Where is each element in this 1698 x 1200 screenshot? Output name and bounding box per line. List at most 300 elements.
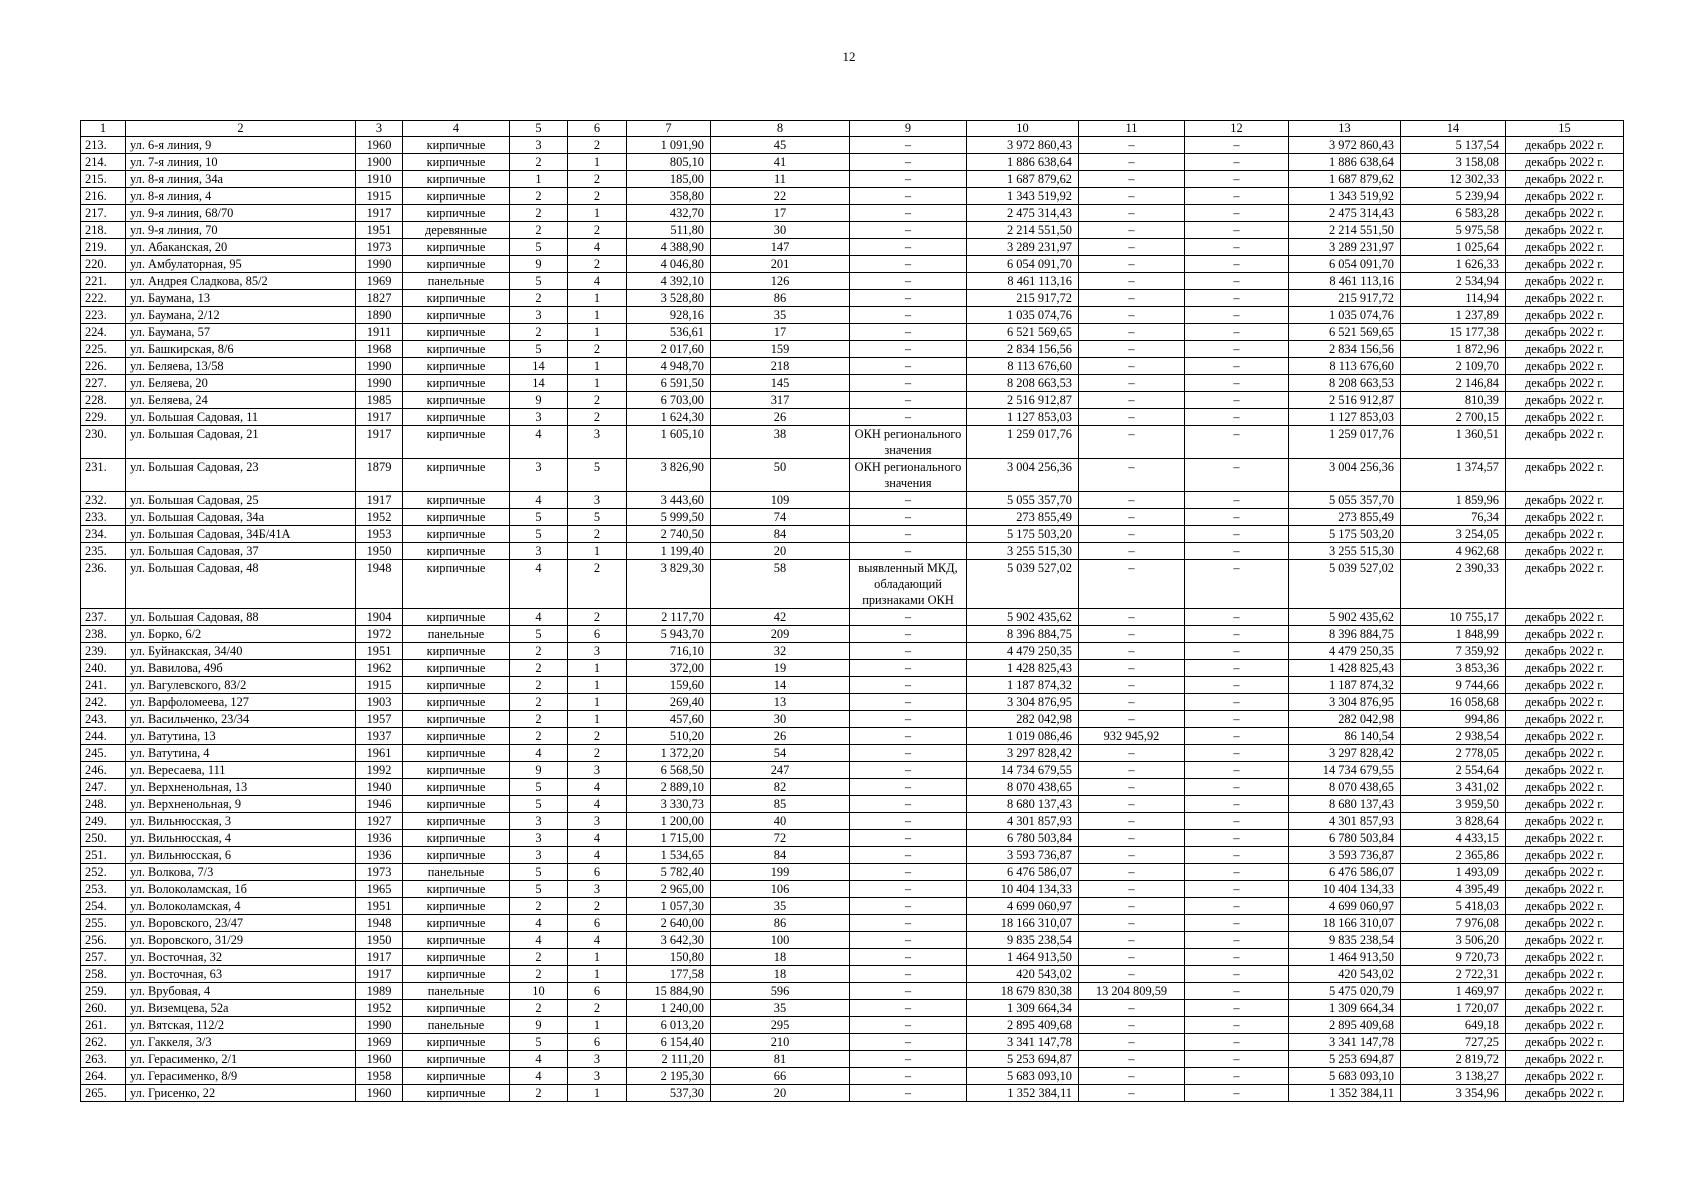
area-cell: 3 829,30: [627, 560, 711, 609]
deadline-cell: декабрь 2022 г.: [1506, 171, 1624, 188]
floors-cell: 14: [510, 358, 568, 375]
area-cell: 2 111,20: [627, 1051, 711, 1068]
col11-cell: –: [1079, 864, 1185, 881]
floors-cell: 2: [510, 1000, 568, 1017]
row-number-cell: 249.: [81, 813, 126, 830]
year-cell: 1973: [356, 239, 403, 256]
address-cell: ул. Ватутина, 4: [126, 745, 356, 762]
residents-cell: 19: [711, 660, 850, 677]
floors-cell: 4: [510, 492, 568, 509]
entrances-cell: 3: [568, 492, 627, 509]
row-number-cell: 217.: [81, 205, 126, 222]
col11-cell: –: [1079, 154, 1185, 171]
total-cost-cell: 273 855,49: [967, 509, 1079, 526]
heritage-status-cell: –: [850, 881, 967, 898]
residents-cell: 26: [711, 409, 850, 426]
wall-material-cell: кирпичные: [403, 171, 510, 188]
area-cell: 1 199,40: [627, 543, 711, 560]
deadline-cell: декабрь 2022 г.: [1506, 932, 1624, 949]
address-cell: ул. Большая Садовая, 88: [126, 609, 356, 626]
address-cell: ул. Вильнюсская, 6: [126, 847, 356, 864]
area-cell: 1 200,00: [627, 813, 711, 830]
floors-cell: 5: [510, 273, 568, 290]
col14-cell: 1 237,89: [1401, 307, 1506, 324]
address-cell: ул. Баумана, 57: [126, 324, 356, 341]
area-cell: 2 740,50: [627, 526, 711, 543]
col11-cell: –: [1079, 694, 1185, 711]
address-cell: ул. Вильнюсская, 3: [126, 813, 356, 830]
col12-cell: –: [1185, 847, 1289, 864]
floors-cell: 3: [510, 307, 568, 324]
row-number-cell: 245.: [81, 745, 126, 762]
area-cell: 511,80: [627, 222, 711, 239]
total-cost-cell: 1 035 074,76: [967, 307, 1079, 324]
total-cost-cell: 1 309 664,34: [967, 1000, 1079, 1017]
deadline-cell: декабрь 2022 г.: [1506, 915, 1624, 932]
deadline-cell: декабрь 2022 г.: [1506, 1017, 1624, 1034]
total-cost-cell: 1 428 825,43: [967, 660, 1079, 677]
table-row: [81, 509, 1624, 526]
residents-cell: 86: [711, 915, 850, 932]
area-cell: 2 640,00: [627, 915, 711, 932]
heritage-status-cell: –: [850, 847, 967, 864]
col12-cell: –: [1185, 779, 1289, 796]
col12-cell: –: [1185, 375, 1289, 392]
row-number-cell: 240.: [81, 660, 126, 677]
area-cell: 1 605,10: [627, 426, 711, 459]
col12-cell: –: [1185, 728, 1289, 745]
row-number-cell: 234.: [81, 526, 126, 543]
col11-cell: 13 204 809,59: [1079, 983, 1185, 1000]
entrances-cell: 2: [568, 898, 627, 915]
table-row: [81, 694, 1624, 711]
col12-cell: –: [1185, 341, 1289, 358]
table-row: [81, 677, 1624, 694]
area-cell: 5 999,50: [627, 509, 711, 526]
heritage-status-cell: –: [850, 307, 967, 324]
address-cell: ул. Гаккеля, 3/3: [126, 1034, 356, 1051]
entrances-cell: 1: [568, 375, 627, 392]
address-cell: ул. 7-я линия, 10: [126, 154, 356, 171]
residents-cell: 32: [711, 643, 850, 660]
wall-material-cell: панельные: [403, 864, 510, 881]
col14-cell: 3 828,64: [1401, 813, 1506, 830]
heritage-status-cell: –: [850, 1068, 967, 1085]
area-cell: 3 642,30: [627, 932, 711, 949]
col12-cell: –: [1185, 711, 1289, 728]
entrances-cell: 4: [568, 779, 627, 796]
total-cost-cell: 5 039 527,02: [967, 560, 1079, 609]
total-cost-cell: 9 835 238,54: [967, 932, 1079, 949]
floors-cell: 9: [510, 762, 568, 779]
address-cell: ул. Верхненольная, 13: [126, 779, 356, 796]
year-cell: 1937: [356, 728, 403, 745]
total-cost-cell: 4 699 060,97: [967, 898, 1079, 915]
residents-cell: 74: [711, 509, 850, 526]
entrances-cell: 2: [568, 526, 627, 543]
row-number-cell: 225.: [81, 341, 126, 358]
area-cell: 15 884,90: [627, 983, 711, 1000]
residents-cell: 147: [711, 239, 850, 256]
deadline-cell: декабрь 2022 г.: [1506, 222, 1624, 239]
total-cost-cell: 5 175 503,20: [967, 526, 1079, 543]
col11-cell: –: [1079, 1000, 1185, 1017]
col12-cell: –: [1185, 830, 1289, 847]
col11-cell: –: [1079, 205, 1185, 222]
col12-cell: –: [1185, 273, 1289, 290]
col11-cell: –: [1079, 813, 1185, 830]
floors-cell: 4: [510, 609, 568, 626]
col14-cell: 2 534,94: [1401, 273, 1506, 290]
floors-cell: 5: [510, 1034, 568, 1051]
total-cost-cell: 3 289 231,97: [967, 239, 1079, 256]
wall-material-cell: кирпичные: [403, 358, 510, 375]
table-row: [81, 796, 1624, 813]
deadline-cell: декабрь 2022 г.: [1506, 864, 1624, 881]
col13-cell: 273 855,49: [1289, 509, 1401, 526]
floors-cell: 3: [510, 847, 568, 864]
col12-cell: –: [1185, 1085, 1289, 1102]
residents-cell: 81: [711, 1051, 850, 1068]
address-cell: ул. Вавилова, 49б: [126, 660, 356, 677]
wall-material-cell: кирпичные: [403, 881, 510, 898]
col13-cell: 6 780 503,84: [1289, 830, 1401, 847]
table-row: [81, 341, 1624, 358]
wall-material-cell: кирпичные: [403, 1034, 510, 1051]
residents-cell: 13: [711, 694, 850, 711]
year-cell: 1972: [356, 626, 403, 643]
col12-cell: –: [1185, 560, 1289, 609]
col12-cell: –: [1185, 137, 1289, 154]
col12-cell: –: [1185, 694, 1289, 711]
area-cell: 5 782,40: [627, 864, 711, 881]
floors-cell: 9: [510, 1017, 568, 1034]
area-cell: 6 154,40: [627, 1034, 711, 1051]
col14-cell: 2 722,31: [1401, 966, 1506, 983]
col11-cell: –: [1079, 509, 1185, 526]
entrances-cell: 1: [568, 154, 627, 171]
residents-cell: 14: [711, 677, 850, 694]
wall-material-cell: кирпичные: [403, 643, 510, 660]
row-number-cell: 235.: [81, 543, 126, 560]
floors-cell: 3: [510, 137, 568, 154]
row-number-cell: 257.: [81, 949, 126, 966]
year-cell: 1952: [356, 509, 403, 526]
floors-cell: 1: [510, 171, 568, 188]
total-cost-cell: 8 070 438,65: [967, 779, 1079, 796]
row-number-cell: 258.: [81, 966, 126, 983]
address-cell: ул. Большая Садовая, 21: [126, 426, 356, 459]
row-number-cell: 227.: [81, 375, 126, 392]
wall-material-cell: кирпичные: [403, 1085, 510, 1102]
area-cell: 5 943,70: [627, 626, 711, 643]
floors-cell: 2: [510, 677, 568, 694]
entrances-cell: 3: [568, 1068, 627, 1085]
address-cell: ул. Восточная, 32: [126, 949, 356, 966]
area-cell: 4 392,10: [627, 273, 711, 290]
address-cell: ул. Волоколамская, 4: [126, 898, 356, 915]
deadline-cell: декабрь 2022 г.: [1506, 509, 1624, 526]
row-number-cell: 262.: [81, 1034, 126, 1051]
area-cell: 3 443,60: [627, 492, 711, 509]
area-cell: 1 624,30: [627, 409, 711, 426]
year-cell: 1969: [356, 1034, 403, 1051]
row-number-cell: 223.: [81, 307, 126, 324]
residents-cell: 40: [711, 813, 850, 830]
area-cell: 1 240,00: [627, 1000, 711, 1017]
year-cell: 1951: [356, 643, 403, 660]
wall-material-cell: кирпичные: [403, 1000, 510, 1017]
address-cell: ул. Беляева, 13/58: [126, 358, 356, 375]
col13-cell: 6 054 091,70: [1289, 256, 1401, 273]
total-cost-cell: 2 895 409,68: [967, 1017, 1079, 1034]
table-row: [81, 864, 1624, 881]
wall-material-cell: кирпичные: [403, 779, 510, 796]
table-body: [81, 137, 1624, 1102]
residents-cell: 35: [711, 307, 850, 324]
area-cell: 1 715,00: [627, 830, 711, 847]
row-number-cell: 233.: [81, 509, 126, 526]
table-row: [81, 1068, 1624, 1085]
heritage-status-cell: –: [850, 643, 967, 660]
col14-cell: 7 976,08: [1401, 915, 1506, 932]
residents-cell: 18: [711, 966, 850, 983]
deadline-cell: декабрь 2022 г.: [1506, 830, 1624, 847]
col14-cell: 4 433,15: [1401, 830, 1506, 847]
col13-cell: 1 259 017,76: [1289, 426, 1401, 459]
heritage-status-cell: –: [850, 1000, 967, 1017]
total-cost-cell: 3 297 828,42: [967, 745, 1079, 762]
deadline-cell: декабрь 2022 г.: [1506, 677, 1624, 694]
total-cost-cell: 8 461 113,16: [967, 273, 1079, 290]
table-row: [81, 898, 1624, 915]
area-cell: 2 117,70: [627, 609, 711, 626]
entrances-cell: 1: [568, 1017, 627, 1034]
table-row: [81, 847, 1624, 864]
row-number-cell: 244.: [81, 728, 126, 745]
col13-cell: 1 343 519,92: [1289, 188, 1401, 205]
row-number-cell: 213.: [81, 137, 126, 154]
table-row: [81, 188, 1624, 205]
col14-cell: 1 374,57: [1401, 459, 1506, 492]
col12-cell: –: [1185, 492, 1289, 509]
col12-cell: –: [1185, 222, 1289, 239]
col14-cell: 2 390,33: [1401, 560, 1506, 609]
column-number-cell: 1: [81, 121, 126, 137]
address-cell: ул. Беляева, 20: [126, 375, 356, 392]
entrances-cell: 1: [568, 358, 627, 375]
heritage-status-cell: –: [850, 1085, 967, 1102]
year-cell: 1953: [356, 526, 403, 543]
residents-cell: 11: [711, 171, 850, 188]
deadline-cell: декабрь 2022 г.: [1506, 898, 1624, 915]
area-cell: 6 568,50: [627, 762, 711, 779]
col12-cell: –: [1185, 459, 1289, 492]
deadline-cell: декабрь 2022 г.: [1506, 1000, 1624, 1017]
col12-cell: –: [1185, 609, 1289, 626]
area-cell: 1 534,65: [627, 847, 711, 864]
col14-cell: 1 025,64: [1401, 239, 1506, 256]
area-cell: 177,58: [627, 966, 711, 983]
year-cell: 1985: [356, 392, 403, 409]
residents-cell: 26: [711, 728, 850, 745]
year-cell: 1990: [356, 1017, 403, 1034]
residents-cell: 42: [711, 609, 850, 626]
address-cell: ул. Верхненольная, 9: [126, 796, 356, 813]
col11-cell: 932 945,92: [1079, 728, 1185, 745]
table-row: [81, 711, 1624, 728]
year-cell: 1904: [356, 609, 403, 626]
deadline-cell: декабрь 2022 г.: [1506, 358, 1624, 375]
table-row: [81, 1017, 1624, 1034]
wall-material-cell: кирпичные: [403, 188, 510, 205]
residents-cell: 58: [711, 560, 850, 609]
area-cell: 150,80: [627, 949, 711, 966]
table-row: [81, 1000, 1624, 1017]
deadline-cell: декабрь 2022 г.: [1506, 392, 1624, 409]
entrances-cell: 5: [568, 509, 627, 526]
area-cell: 2 889,10: [627, 779, 711, 796]
wall-material-cell: кирпичные: [403, 609, 510, 626]
residents-cell: 199: [711, 864, 850, 881]
residents-cell: 218: [711, 358, 850, 375]
col14-cell: 3 254,05: [1401, 526, 1506, 543]
col11-cell: –: [1079, 762, 1185, 779]
floors-cell: 5: [510, 864, 568, 881]
floors-cell: 4: [510, 426, 568, 459]
deadline-cell: декабрь 2022 г.: [1506, 375, 1624, 392]
column-number-cell: 4: [403, 121, 510, 137]
entrances-cell: 1: [568, 324, 627, 341]
col13-cell: 1 428 825,43: [1289, 660, 1401, 677]
column-number-cell: 11: [1079, 121, 1185, 137]
total-cost-cell: 18 679 830,38: [967, 983, 1079, 1000]
col12-cell: –: [1185, 526, 1289, 543]
column-number-cell: 6: [568, 121, 627, 137]
residents-cell: 18: [711, 949, 850, 966]
entrances-cell: 3: [568, 762, 627, 779]
deadline-cell: декабрь 2022 г.: [1506, 560, 1624, 609]
deadline-cell: декабрь 2022 г.: [1506, 324, 1624, 341]
area-cell: 928,16: [627, 307, 711, 324]
col14-cell: 3 853,36: [1401, 660, 1506, 677]
col12-cell: –: [1185, 307, 1289, 324]
table-row: [81, 392, 1624, 409]
table-row: [81, 1051, 1624, 1068]
col14-cell: 1 360,51: [1401, 426, 1506, 459]
wall-material-cell: кирпичные: [403, 1051, 510, 1068]
wall-material-cell: кирпичные: [403, 966, 510, 983]
row-number-cell: 252.: [81, 864, 126, 881]
col13-cell: 420 543,02: [1289, 966, 1401, 983]
heritage-status-cell: –: [850, 543, 967, 560]
address-cell: ул. 8-я линия, 4: [126, 188, 356, 205]
row-number-cell: 236.: [81, 560, 126, 609]
col11-cell: –: [1079, 915, 1185, 932]
entrances-cell: 3: [568, 881, 627, 898]
entrances-cell: 6: [568, 915, 627, 932]
year-cell: 1960: [356, 137, 403, 154]
residents-cell: 17: [711, 324, 850, 341]
table-row: [81, 256, 1624, 273]
col14-cell: 5 975,58: [1401, 222, 1506, 239]
col12-cell: –: [1185, 864, 1289, 881]
col12-cell: –: [1185, 409, 1289, 426]
row-number-cell: 242.: [81, 694, 126, 711]
table-row: [81, 560, 1624, 609]
address-cell: ул. Виземцева, 52а: [126, 1000, 356, 1017]
housing-register-table: [80, 120, 1624, 1102]
address-cell: ул. Амбулаторная, 95: [126, 256, 356, 273]
year-cell: 1990: [356, 256, 403, 273]
floors-cell: 4: [510, 1068, 568, 1085]
heritage-status-cell: –: [850, 711, 967, 728]
floors-cell: 4: [510, 745, 568, 762]
area-cell: 6 591,50: [627, 375, 711, 392]
address-cell: ул. Большая Садовая, 48: [126, 560, 356, 609]
year-cell: 1962: [356, 660, 403, 677]
address-cell: ул. Большая Садовая, 23: [126, 459, 356, 492]
wall-material-cell: кирпичные: [403, 509, 510, 526]
col12-cell: –: [1185, 1000, 1289, 1017]
col12-cell: –: [1185, 1034, 1289, 1051]
deadline-cell: декабрь 2022 г.: [1506, 762, 1624, 779]
wall-material-cell: кирпичные: [403, 205, 510, 222]
col14-cell: 3 959,50: [1401, 796, 1506, 813]
column-number-cell: 8: [711, 121, 850, 137]
total-cost-cell: 3 341 147,78: [967, 1034, 1079, 1051]
row-number-cell: 260.: [81, 1000, 126, 1017]
col13-cell: 1 187 874,32: [1289, 677, 1401, 694]
col11-cell: –: [1079, 392, 1185, 409]
col14-cell: 3 138,27: [1401, 1068, 1506, 1085]
col12-cell: –: [1185, 358, 1289, 375]
floors-cell: 5: [510, 881, 568, 898]
col12-cell: –: [1185, 643, 1289, 660]
residents-cell: 30: [711, 711, 850, 728]
col14-cell: 1 720,07: [1401, 1000, 1506, 1017]
heritage-status-cell: –: [850, 154, 967, 171]
address-cell: ул. Вересаева, 111: [126, 762, 356, 779]
area-cell: 537,30: [627, 1085, 711, 1102]
area-cell: 2 195,30: [627, 1068, 711, 1085]
table-row: [81, 459, 1624, 492]
residents-cell: 317: [711, 392, 850, 409]
deadline-cell: декабрь 2022 г.: [1506, 273, 1624, 290]
year-cell: 1917: [356, 492, 403, 509]
table-row: [81, 543, 1624, 560]
wall-material-cell: кирпичные: [403, 932, 510, 949]
deadline-cell: декабрь 2022 г.: [1506, 256, 1624, 273]
heritage-status-cell: –: [850, 1017, 967, 1034]
wall-material-cell: кирпичные: [403, 307, 510, 324]
total-cost-cell: 6 054 091,70: [967, 256, 1079, 273]
entrances-cell: 6: [568, 983, 627, 1000]
residents-cell: 100: [711, 932, 850, 949]
address-cell: ул. Баумана, 13: [126, 290, 356, 307]
year-cell: 1958: [356, 1068, 403, 1085]
table-row: [81, 609, 1624, 626]
area-cell: 358,80: [627, 188, 711, 205]
total-cost-cell: 8 208 663,53: [967, 375, 1079, 392]
total-cost-cell: 10 404 134,33: [967, 881, 1079, 898]
heritage-status-cell: –: [850, 205, 967, 222]
year-cell: 1879: [356, 459, 403, 492]
col14-cell: 15 177,38: [1401, 324, 1506, 341]
deadline-cell: декабрь 2022 г.: [1506, 1051, 1624, 1068]
residents-cell: 22: [711, 188, 850, 205]
wall-material-cell: кирпичные: [403, 290, 510, 307]
